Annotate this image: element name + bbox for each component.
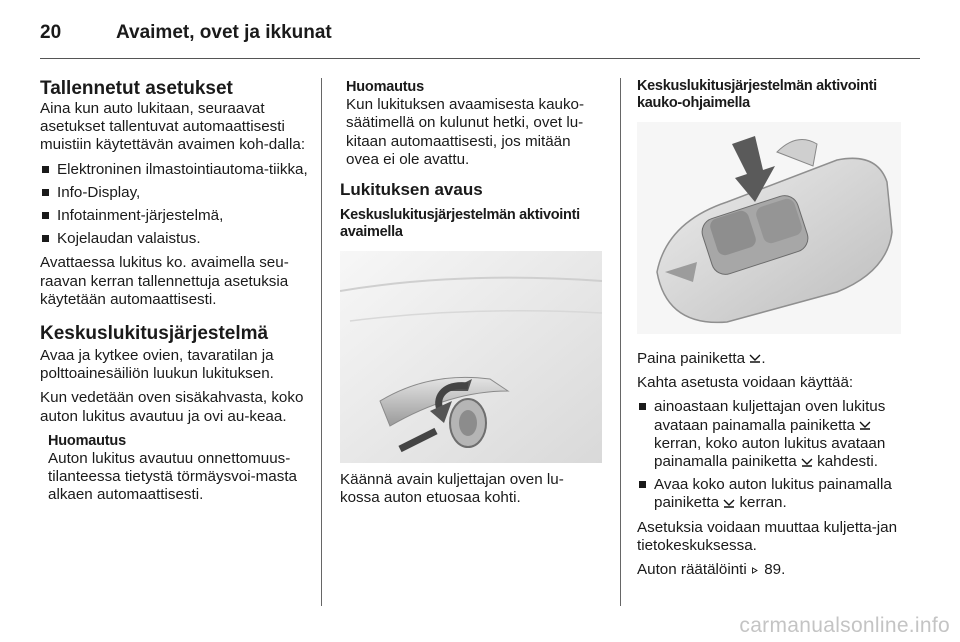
- column-1: [40, 78, 308, 511]
- figure-caption: Käännä avain kuljettajan oven lu-kossa auton etuosaa kohti.: [340, 471, 564, 507]
- unlock-icon: [859, 421, 871, 430]
- column-divider: [321, 78, 322, 606]
- list-item: Avaa koko auton lukitus painamalla painiketta kerran.: [637, 476, 905, 512]
- central-locking-p1: Avaa ja kytkee ovien, tavaratilan ja polttoainesäiliön luukun lukituksen.: [40, 347, 274, 383]
- column-2: [340, 78, 602, 513]
- settings-options-list: [637, 398, 905, 512]
- note-heading: Huomautus: [346, 79, 424, 95]
- page-link[interactable]: 89.: [764, 561, 786, 579]
- bullet-icon: [42, 189, 49, 196]
- note-box: [340, 78, 602, 169]
- bullet-icon: [42, 212, 49, 219]
- list-item: Infotainment-järjestelmä,: [40, 207, 308, 225]
- subheading-key-activation: Keskuslukitusjärjestelmän aktivointi avaimella: [340, 207, 580, 241]
- page-ref-icon: [751, 566, 760, 575]
- note-text: Auton lukitus avautuu onnettomuus-tilanteessa tietystä törmäysvoi-masta alkaen automaattisesti.: [48, 450, 297, 504]
- section-title-saved-settings: Tallennetut asetukset: [40, 78, 233, 99]
- page-header: [40, 22, 920, 58]
- note-heading: Huomautus: [48, 432, 126, 449]
- central-locking-p2: Kun vedetään oven sisäkahvasta, koko auton lukitus avautuu ja ovi au-keaa.: [40, 389, 304, 425]
- page-number: 20: [40, 22, 62, 43]
- column-3: [637, 78, 905, 585]
- list-item: ainoastaan kuljettajan oven lukitus avataan painamalla painiketta kerran, koko auton lukitus avataan painamalla painiketta kahdesti.: [637, 398, 905, 471]
- chapter-title: Avaimet, ovet ja ikkunat: [116, 22, 332, 43]
- watermark: carmanualsonline.info: [739, 614, 950, 637]
- unlock-icon: [723, 499, 735, 508]
- bullet-icon: [42, 166, 49, 173]
- remote-key-illustration: [637, 122, 901, 334]
- saved-settings-list: [40, 161, 308, 249]
- section-title-unlocking: Lukituksen avaus: [340, 180, 483, 200]
- note-text: Kun lukituksen avaamisesta kauko-säätimellä on kulunut hetki, ovet lu-kitaan automaattisesti, jos mitään ovea ei ole avattu.: [346, 96, 585, 168]
- list-item: Info-Display,: [40, 184, 308, 202]
- unlock-icon: [749, 354, 761, 363]
- note-box: [40, 432, 308, 505]
- bullet-icon: [639, 481, 646, 488]
- door-lock-key-illustration: [340, 251, 602, 463]
- two-settings-text: Kahta asetusta voidaan käyttää:: [637, 374, 854, 392]
- column-divider: [620, 78, 621, 606]
- list-item: Kojelaudan valaistus.: [40, 230, 308, 248]
- saved-settings-intro: Aina kun auto lukitaan, seuraavat asetukset tallentuvat automaattisesti muistiin käytettävän avaimen koh-dalla:: [40, 100, 306, 154]
- subheading-remote-activation: Keskuslukitusjärjestelmän aktivointi kauko-ohjaimella: [637, 78, 877, 111]
- bullet-icon: [639, 403, 646, 410]
- customisation-ref: Auton räätälöinti 89.: [637, 561, 786, 579]
- header-rule: [40, 58, 920, 59]
- bullet-icon: [42, 235, 49, 242]
- list-item: Elektroninen ilmastointiautoma-tiikka,: [40, 161, 308, 179]
- unlock-icon: [801, 458, 813, 467]
- section-title-central-locking: Keskuslukitusjärjestelmä: [40, 323, 269, 345]
- press-button-text: Paina painiketta .: [637, 350, 766, 367]
- saved-settings-outro: Avattaessa lukitus ko. avaimella seu-raavan kerran tallennettuja asetuksia käytetään automaattisesti.: [40, 254, 289, 308]
- settings-change-text: Asetuksia voidaan muuttaa kuljetta-jan tietokeskuksessa.: [637, 518, 898, 554]
